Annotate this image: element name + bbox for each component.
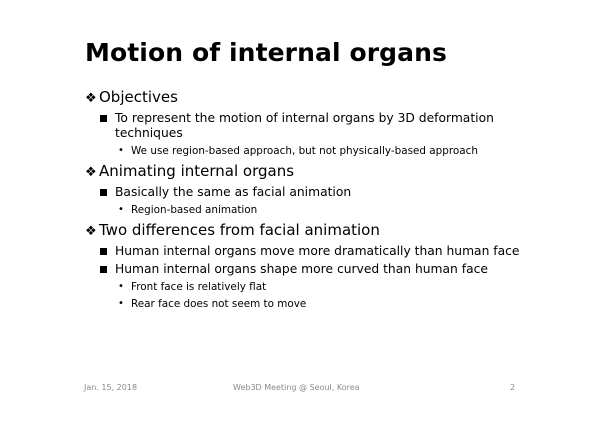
footer-date: Jan. 15, 2018 [84, 383, 138, 392]
four-diamond-bullet-icon: ❖ [85, 165, 97, 180]
square-bullet-icon [100, 266, 107, 273]
bullet-item-text: Human internal organs move more dramatically than human face [115, 244, 520, 258]
sub-bullet-item-text: Rear face does not seem to move [131, 298, 307, 310]
section-heading-text: Objectives [99, 88, 178, 106]
sub-bullet-item-text: We use region-based approach, but not physically-based approach [131, 145, 478, 157]
square-bullet-icon [100, 115, 107, 122]
slide-content [85, 88, 525, 311]
round-bullet-icon: • [118, 204, 124, 215]
bullet-item [100, 244, 525, 259]
footer-page-number: 2 [510, 383, 516, 392]
sub-bullet-item [118, 280, 525, 294]
round-bullet-icon: • [118, 298, 124, 309]
square-bullet-icon [100, 189, 107, 196]
section-heading [85, 221, 525, 241]
bullet-item-text: To represent the motion of internal organs by 3D deformation techniques [115, 111, 494, 140]
bullet-item-text: Human internal organs shape more curved than human face [115, 262, 488, 276]
slide-title: Motion of internal organs [85, 38, 447, 67]
four-diamond-bullet-icon: ❖ [85, 91, 97, 106]
sub-bullet-item-text: Region-based animation [131, 204, 258, 216]
bullet-item [100, 262, 525, 277]
section-heading-text: Animating internal organs [99, 162, 295, 180]
bullet-item [100, 111, 525, 141]
sub-bullet-item [118, 297, 525, 311]
section-heading [85, 162, 525, 182]
four-diamond-bullet-icon: ❖ [85, 224, 97, 239]
round-bullet-icon: • [118, 145, 124, 156]
sub-bullet-item [118, 203, 525, 217]
footer-event: Web3D Meeting @ Seoul, Korea [233, 383, 360, 392]
bullet-item-text: Basically the same as facial animation [115, 185, 352, 199]
square-bullet-icon [100, 248, 107, 255]
sub-bullet-item [118, 144, 525, 158]
round-bullet-icon: • [118, 281, 124, 292]
section-heading-text: Two differences from facial animation [99, 221, 380, 239]
section-heading [85, 88, 525, 108]
sub-bullet-item-text: Front face is relatively flat [131, 281, 267, 293]
bullet-item [100, 185, 525, 200]
